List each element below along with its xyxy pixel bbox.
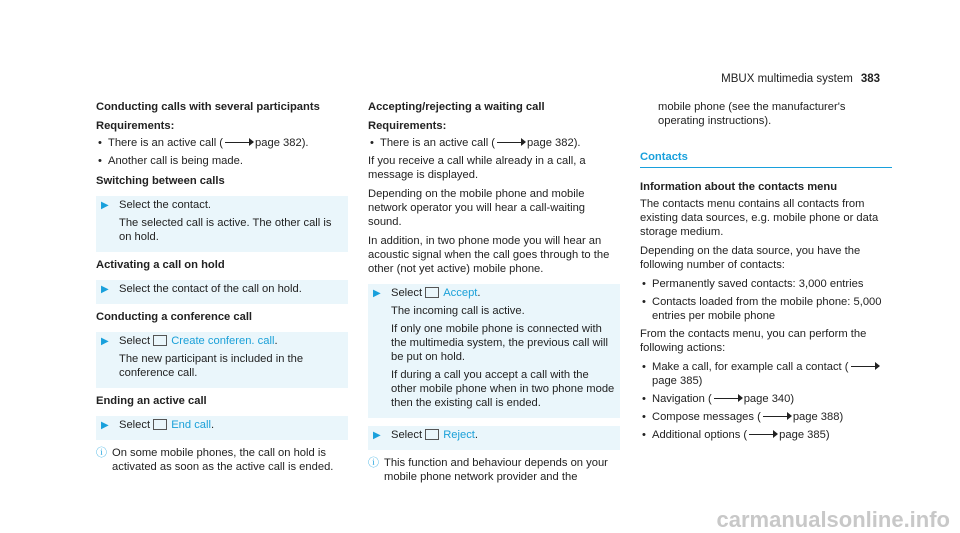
- arrow-right-icon: [749, 427, 777, 435]
- page-number: 383: [860, 73, 880, 85]
- arrow-right-icon: [497, 135, 525, 143]
- end-call-icon: [153, 419, 167, 430]
- step-accept: ▶ Select Accept. The incoming call is active. If only one mobile phone is connected with the multimedia system, the previous call will be put on hold. If during a call you accept a call with the other mobile phone when in two phone mode then the existing call is ended.: [368, 284, 620, 418]
- step-arrow-icon: [101, 334, 119, 384]
- header-title: MBUX multimedia system: [721, 73, 853, 85]
- heading-end-call: Ending an active call: [96, 395, 207, 407]
- page-link[interactable]: page 385: [652, 375, 699, 387]
- paragraph: From the contacts menu, you can perform the following actions:: [640, 328, 867, 354]
- info-note: ⓘ On some mobile phones, the call on hold is activated as soon as the active call is ended.: [96, 446, 348, 474]
- step-switch: ▶ Select the contact. The selected call is active. The other call is on hold.: [96, 196, 348, 252]
- heading-conference: Conducting a conference call: [96, 311, 253, 323]
- arrow-right-icon: [851, 359, 879, 367]
- accept-call-icon: [425, 287, 439, 298]
- list-item: • There is an active call ( page 382).: [368, 136, 620, 150]
- ui-reject: Reject: [443, 429, 475, 441]
- reject-call-icon: [425, 429, 439, 440]
- arrow-right-icon: [714, 391, 742, 399]
- heading-switching: Switching between calls: [96, 175, 225, 187]
- column-3: [640, 100, 892, 446]
- step-arrow-icon: [101, 418, 119, 436]
- list-item: • Compose messages ( page 388): [640, 410, 892, 424]
- arrow-right-icon: [225, 135, 253, 143]
- heading-contacts-info: Information about the contacts menu: [640, 181, 838, 193]
- conference-icon: [153, 335, 167, 346]
- arrow-right-icon: [763, 409, 791, 417]
- list-item: • Contacts loaded from the mobile phone: 5,000 entries per mobile phone: [640, 295, 892, 323]
- info-note: ⓘ This function and behaviour depends on your mobile phone network provider and the: [368, 456, 620, 484]
- step-arrow-icon: [101, 198, 119, 248]
- heading-hold: Activating a call on hold: [96, 259, 225, 271]
- paragraph: In addition, in two phone mode you will hear an acoustic signal when the call goes through to the other (not yet active) mobile phone.: [368, 235, 610, 275]
- heading-several-participants: Conducting calls with several participants: [96, 101, 320, 113]
- step-conference: ▶ Select Create conferen. call. The new participant is included in the conference call.: [96, 332, 348, 388]
- paragraph: If you receive a call while already in a call, a message is displayed.: [368, 155, 586, 181]
- list-item: • Navigation ( page 340): [640, 392, 892, 406]
- paragraph: The contacts menu contains all contacts from existing data sources, e.g. mobile phone or data storage medium.: [640, 198, 879, 238]
- step-arrow-icon: [373, 428, 391, 446]
- info-icon: [368, 456, 384, 484]
- step-arrow-icon: [101, 282, 119, 300]
- list-item: • Another call is being made.: [96, 154, 348, 168]
- step-end-call: ▶ Select End call.: [96, 416, 348, 440]
- step-hold: ▶ Select the contact of the call on hold.: [96, 280, 348, 304]
- paragraph: Depending on the data source, you have the following number of contacts:: [640, 245, 861, 271]
- column-1: [96, 100, 348, 478]
- column-2: [368, 100, 620, 488]
- ui-end-call: End call: [171, 419, 212, 431]
- info-icon: [96, 446, 112, 474]
- page-link[interactable]: page 340: [743, 393, 791, 405]
- ui-create-conference: Create conferen. call: [171, 335, 275, 347]
- watermark: carmanualsonline.info: [716, 507, 950, 532]
- list-item: • Permanently saved contacts: 3,000 entries: [640, 277, 892, 291]
- section-title-contacts: Contacts: [640, 150, 892, 168]
- list-item: • Make a call, for example call a contact (page 385): [640, 360, 892, 388]
- page-link[interactable]: page 382: [527, 137, 574, 149]
- list-item: • There is an active call ( page 382).: [96, 136, 348, 150]
- heading-waiting-call: Accepting/rejecting a waiting call: [368, 101, 545, 113]
- requirements-label: Requirements:: [368, 120, 447, 132]
- ui-accept: Accept: [443, 287, 478, 299]
- page-link[interactable]: page 382: [255, 137, 302, 149]
- page-link[interactable]: page 388: [792, 411, 840, 423]
- running-header: [721, 72, 880, 86]
- page-link[interactable]: page 385: [779, 429, 826, 441]
- paragraph: Depending on the mobile phone and mobile network operator you will hear a call-waiting sound.: [368, 188, 586, 228]
- step-arrow-icon: [373, 286, 391, 414]
- note-continuation: mobile phone (see the manufacturer's operating instructions).: [658, 101, 846, 127]
- step-reject: ▶ Select Reject.: [368, 426, 620, 450]
- list-item: • Additional options ( page 385): [640, 428, 892, 442]
- requirements-label: Requirements:: [96, 120, 175, 132]
